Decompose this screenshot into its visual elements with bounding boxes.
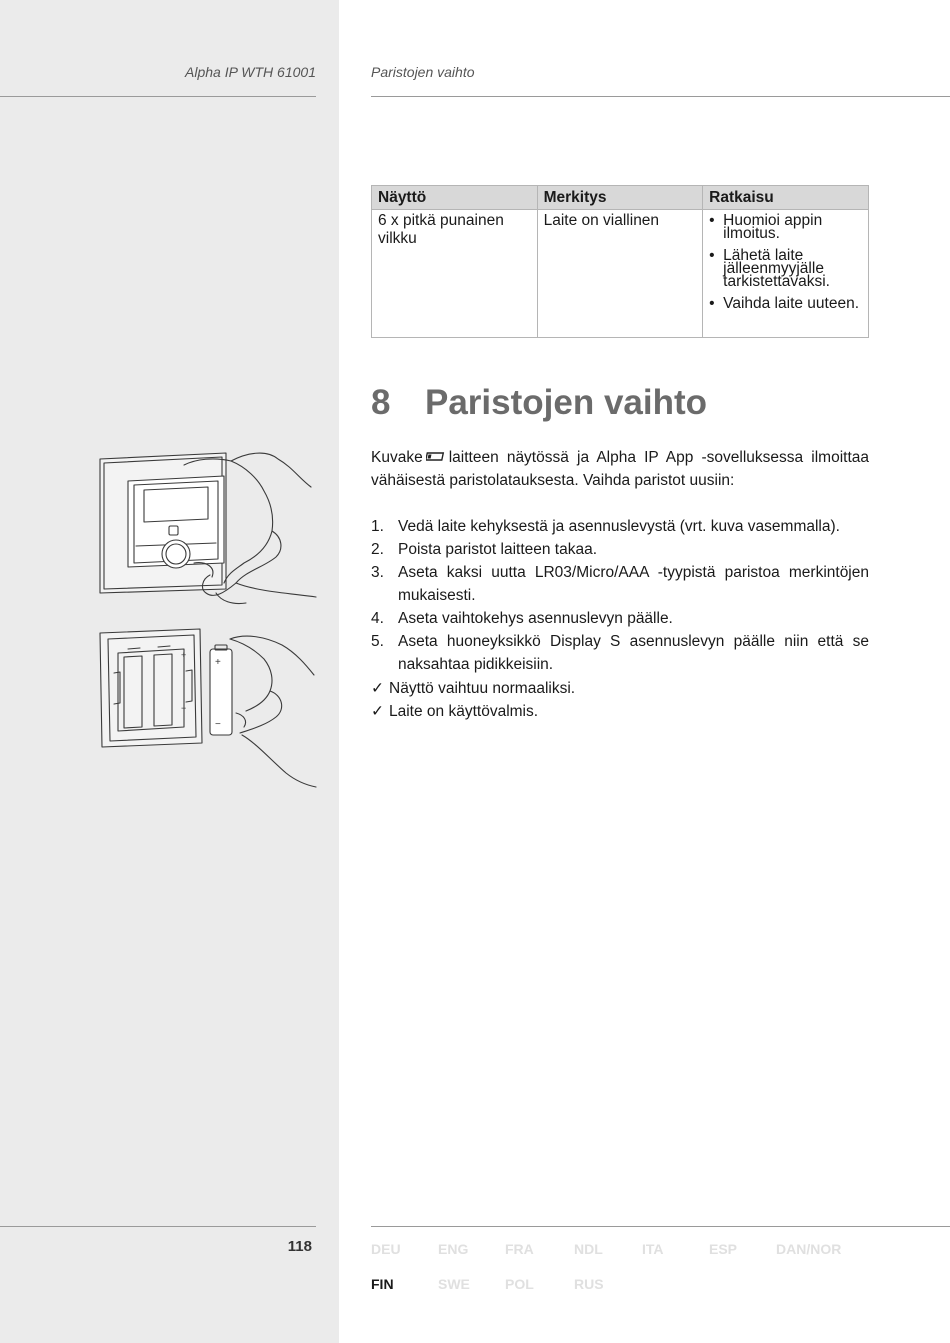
page-number: 118: [287, 1238, 312, 1255]
table-header-row: [372, 186, 869, 210]
language-link-rus[interactable]: RUS: [574, 1276, 604, 1292]
step-number: 1.: [371, 518, 384, 535]
intro-text-start: Kuvake: [371, 449, 423, 466]
check-icon: ✓: [371, 680, 384, 697]
language-link-eng[interactable]: ENG: [438, 1241, 469, 1257]
intro-paragraph: [371, 446, 869, 492]
step-number: 2.: [371, 541, 384, 558]
solution-item: • Huomioi appin ilmoitus.: [709, 214, 862, 240]
header-rule-left: [0, 96, 316, 97]
svg-text:−: −: [181, 703, 187, 713]
step-number: 3.: [371, 564, 384, 581]
language-link-esp[interactable]: ESP: [709, 1241, 738, 1257]
step-text: Poista paristot laitteen takaa.: [398, 541, 598, 558]
section-title: [371, 383, 707, 423]
device-back-drawing: [100, 629, 202, 747]
cell-meaning: Laite on viallinen: [537, 210, 703, 338]
language-link-fra[interactable]: FRA: [505, 1241, 534, 1257]
list-item: [371, 677, 869, 700]
step-number: 5.: [371, 633, 384, 650]
cell-solutions: [703, 210, 869, 338]
battery-low-icon: [426, 452, 446, 461]
svg-text:+: +: [181, 650, 187, 660]
result-text: Näyttö vaihtuu normaaliksi.: [389, 680, 576, 697]
solution-item: • Lähetä laite jälleenmyyjälle tarkistettavaksi.: [709, 249, 862, 288]
check-icon: ✓: [371, 703, 384, 720]
cell-display: 6 x pitkä punainen vilkku: [372, 210, 538, 338]
list-item: [371, 607, 869, 630]
language-link-pol[interactable]: POL: [505, 1276, 534, 1292]
list-item: [371, 538, 869, 561]
language-link-ndl[interactable]: NDL: [574, 1241, 603, 1257]
error-table: [371, 185, 869, 338]
device-front-drawing: [100, 453, 226, 593]
footer-rule-left: [0, 1226, 316, 1227]
steps-list: [371, 515, 869, 676]
list-item: [371, 630, 869, 676]
header-rule-right: [371, 96, 950, 97]
step-text: Aseta vaihtokehys asennuslevyn päälle.: [398, 610, 673, 627]
list-item: [371, 700, 869, 723]
svg-text:+: +: [215, 657, 221, 668]
step-text: Aseta huoneyksikkö Display S asennuslevyn päälle niin että se naksahtaa pidikkeisiin.: [398, 633, 869, 673]
step-text: Aseta kaksi uutta LR03/Micro/AAA -tyypistä paristoa merkintöjen mukaisesti.: [398, 564, 869, 604]
step-text: Vedä laite kehyksestä ja asennuslevystä (vrt. kuva vasemmalla).: [398, 518, 840, 535]
intro-text-end: laitteen näytössä ja Alpha IP App -sovelluksessa ilmoittaa vähäisestä paristolatauksesta. Vaihda paristot uusiin:: [371, 449, 869, 489]
column-header-display: Näyttö: [372, 186, 538, 210]
language-link-swe[interactable]: SWE: [438, 1276, 470, 1292]
language-link-deu[interactable]: DEU: [371, 1241, 401, 1257]
language-link-dan-nor[interactable]: DAN/NOR: [776, 1241, 842, 1257]
table-row: [372, 210, 869, 338]
solution-item: • Vaihda laite uuteen.: [709, 297, 862, 310]
column-header-meaning: Merkitys: [537, 186, 703, 210]
language-link-fin[interactable]: FIN: [371, 1276, 394, 1292]
header-product: Alpha IP WTH 61001: [185, 64, 316, 80]
list-item: [371, 561, 869, 607]
result-text: Laite on käyttövalmis.: [389, 703, 539, 720]
header-section: Paristojen vaihto: [371, 64, 475, 80]
hand-drawing: [230, 636, 316, 787]
section-title-text: Paristojen vaihto: [425, 383, 708, 422]
svg-text:−: −: [215, 719, 221, 730]
language-link-ita[interactable]: ITA: [642, 1241, 664, 1257]
step-number: 4.: [371, 610, 384, 627]
footer-rule-right: [371, 1226, 950, 1227]
list-item: [371, 515, 869, 538]
section-number: 8: [371, 383, 391, 422]
column-header-solution: Ratkaisu: [703, 186, 869, 210]
battery-drawing: [210, 645, 232, 735]
battery-replacement-illustration: [96, 443, 321, 793]
results-list: [371, 677, 869, 723]
